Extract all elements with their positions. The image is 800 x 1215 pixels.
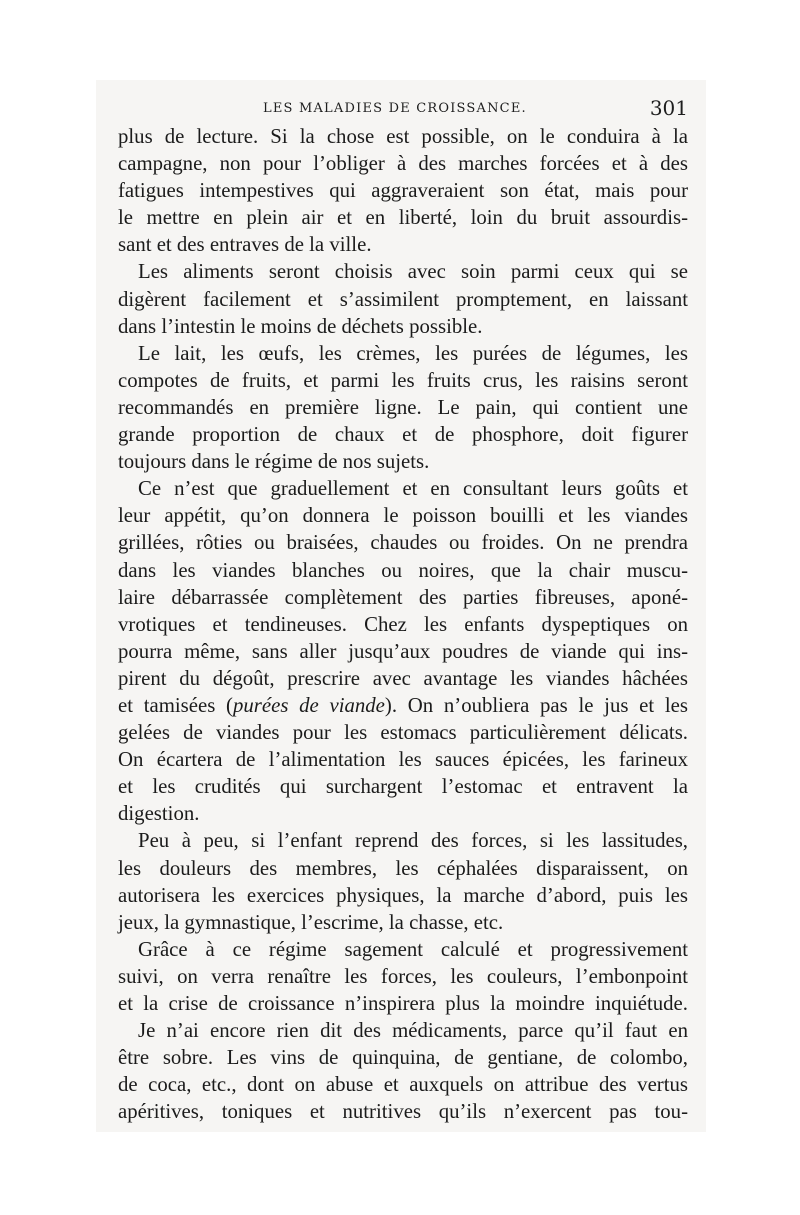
text-line: sant et des entraves de la ville. bbox=[118, 233, 372, 257]
text-line: Je n’ai encore rien dit des médicaments, parce qu’il faut en bbox=[138, 1019, 688, 1043]
text-line: grillées, rôties ou braisées, chaudes ou froides. On ne prendra bbox=[118, 531, 688, 555]
text-line: compotes de fruits, et parmi les fruits crus, les raisins seront bbox=[118, 368, 688, 392]
text-line: fatigues intempestives qui aggraveraient son état, mais pour bbox=[118, 179, 688, 203]
text-line: Peu à peu, si l’enfant reprend des forces, si les lassitudes, bbox=[138, 829, 688, 853]
text-line: toujours dans le régime de nos sujets. bbox=[118, 450, 430, 474]
text-line: digèrent facilement et s’assimilent promptement, en laissant bbox=[118, 287, 688, 311]
text-line: recommandés en première ligne. Le pain, qui contient une bbox=[118, 395, 688, 419]
text-line-with-italic bbox=[118, 692, 688, 719]
text-line: jeux, la gymnastique, l’escrime, la chasse, etc. bbox=[118, 910, 504, 934]
text-line: digestion. bbox=[118, 802, 200, 826]
body-text bbox=[118, 123, 688, 1125]
text-line: dans les viandes blanches ou noires, que la chair muscu- bbox=[118, 558, 688, 582]
text-line: On écartera de l’alimentation les sauces épicées, les farineux bbox=[118, 748, 688, 772]
text-line: autorisera les exercices physiques, la marche d’abord, puis les bbox=[118, 883, 688, 907]
text-line: grande proportion de chaux et de phosphore, doit figurer bbox=[118, 423, 688, 447]
italic-phrase: purées de viande bbox=[232, 693, 385, 717]
text-line: être sobre. Les vins de quinquina, de gentiane, de colombo, bbox=[118, 1046, 688, 1070]
running-title: LES MALADIES DE CROISSANCE. bbox=[263, 101, 527, 116]
text-line: les douleurs des membres, les céphalées disparaissent, on bbox=[118, 856, 688, 880]
text-line: Le lait, les œufs, les crèmes, les purées de légumes, les bbox=[138, 341, 688, 365]
text-line: campagne, non pour l’obliger à des marches forcées et à des bbox=[118, 152, 688, 176]
text-line: Les aliments seront choisis avec soin parmi ceux qui se bbox=[138, 260, 688, 284]
text-line: de coca, etc., dont on abuse et auxquels on attribue des vertus bbox=[118, 1073, 688, 1097]
text-line: Ce n’est que graduellement et en consultant leurs goûts et bbox=[138, 477, 688, 501]
text-line: laire débarrassée complètement des parties fibreuses, aponé- bbox=[118, 585, 688, 609]
text-segment: et tamisées ( bbox=[118, 693, 233, 717]
text-line: pourra même, sans aller jusqu’aux poudres de viande qui ins- bbox=[118, 639, 688, 663]
text-line: suivi, on verra renaître les forces, les couleurs, l’embonpoint bbox=[118, 964, 688, 988]
page-number: 301 bbox=[649, 96, 688, 120]
text-line: et les crudités qui surchargent l’estomac et entravent la bbox=[118, 775, 688, 799]
text-line: le mettre en plein air et en liberté, loin du bruit assourdis- bbox=[118, 206, 688, 230]
page-header bbox=[118, 96, 688, 122]
text-line: vrotiques et tendineuses. Chez les enfants dyspeptiques on bbox=[118, 612, 688, 636]
text-line: leur appétit, qu’on donnera le poisson bouilli et les viandes bbox=[118, 504, 688, 528]
text-line: gelées de viandes pour les estomacs particulièrement délicats. bbox=[118, 721, 688, 745]
text-segment: ). On n’oubliera pas le jus et les bbox=[384, 693, 688, 717]
text-line: Grâce à ce régime sagement calculé et progressivement bbox=[138, 937, 688, 961]
text-line: et la crise de croissance n’inspirera plus la moindre inquiétude. bbox=[118, 992, 688, 1015]
text-line: dans l’intestin le moins de déchets possible. bbox=[118, 314, 483, 338]
text-line: pirent du dégoût, prescrire avec avantage les viandes hâchées bbox=[118, 666, 688, 690]
text-line: plus de lecture. Si la chose est possible, on le conduira à la bbox=[118, 125, 688, 148]
text-line: apéritives, toniques et nutritives qu’ils n’exercent pas tou- bbox=[118, 1100, 688, 1124]
